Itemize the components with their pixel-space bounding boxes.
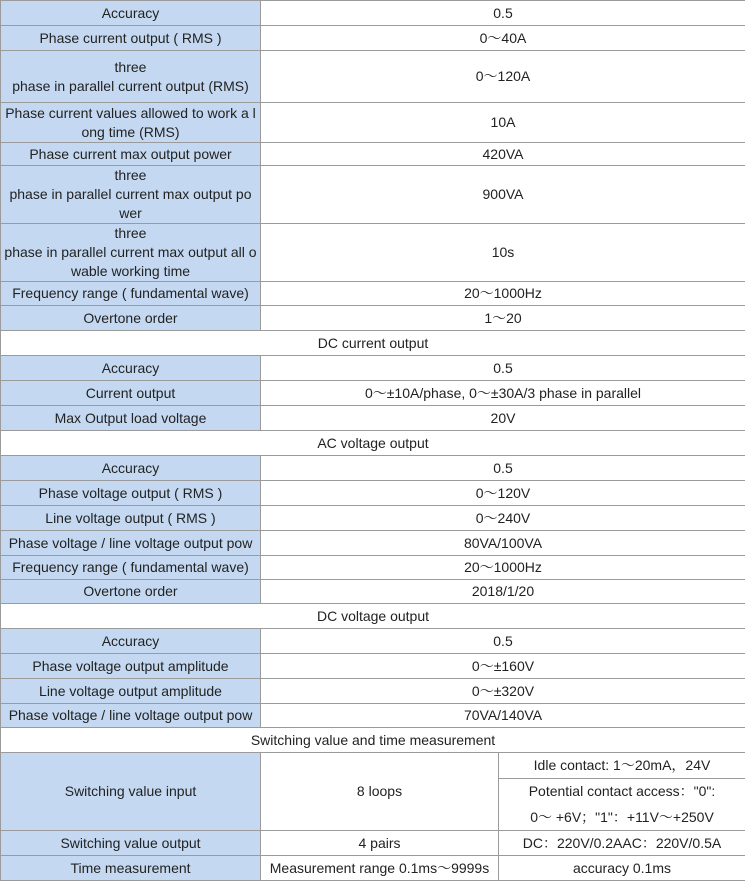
row-value: 20V	[261, 406, 745, 431]
switching-output-label: Switching value output	[1, 831, 261, 856]
section-header: AC voltage output	[1, 431, 745, 456]
row-label: Frequency range ( fundamental wave)	[1, 282, 261, 306]
row-value: 20～1000Hz	[261, 282, 745, 306]
section-header: Switching value and time measurement	[1, 728, 745, 753]
switching-output-spec: DC：220V/0.2AAC：220V/0.5A	[499, 831, 745, 856]
section-header: DC voltage output	[1, 604, 745, 629]
row-label: Accuracy	[1, 1, 261, 26]
row-label: Frequency range ( fundamental wave)	[1, 556, 261, 580]
row-value: 20～1000Hz	[261, 556, 745, 580]
row-value: 0～240V	[261, 506, 745, 531]
row-label: Phase current output ( RMS )	[1, 26, 261, 51]
row-label: Overtone order	[1, 580, 261, 604]
row-label: Line voltage output amplitude	[1, 679, 261, 704]
row-value: 0.5	[261, 1, 745, 26]
row-label: Line voltage output ( RMS )	[1, 506, 261, 531]
row-value: 0.5	[261, 356, 745, 381]
row-value: 900VA	[261, 166, 745, 224]
row-value: 1～20	[261, 306, 745, 331]
row-label: three phase in parallel current max output all owable working time	[1, 224, 261, 282]
row-value: 10A	[261, 103, 745, 143]
row-label: Phase voltage output amplitude	[1, 654, 261, 679]
row-value: 0～120A	[261, 51, 745, 103]
row-label: Max Output load voltage	[1, 406, 261, 431]
section-header: DC current output	[1, 331, 745, 356]
row-label: Accuracy	[1, 456, 261, 481]
row-label: Accuracy	[1, 356, 261, 381]
row-label: Phase current values allowed to work a long time (RMS)	[1, 103, 261, 143]
time-measurement-range: Measurement range 0.1ms～9999s	[261, 856, 499, 881]
row-label: Current output	[1, 381, 261, 406]
row-label: Phase voltage / line voltage output pow	[1, 531, 261, 556]
potential-contact-spec: Potential contact access："0":	[499, 779, 745, 805]
row-label: Phase voltage output ( RMS )	[1, 481, 261, 506]
potential-contact-levels: 0～ +6V；"1"：+11V～+250V	[499, 805, 745, 831]
row-label: three phase in parallel current max output po wer	[1, 166, 261, 224]
row-label: three phase in parallel current output (RMS)	[1, 51, 261, 103]
row-value: 0～120V	[261, 481, 745, 506]
switching-output-pairs: 4 pairs	[261, 831, 499, 856]
row-value: 80VA/100VA	[261, 531, 745, 556]
idle-contact-spec: Idle contact: 1～20mA，24V	[499, 753, 745, 779]
row-label: Phase voltage / line voltage output pow	[1, 704, 261, 728]
row-label: Phase current max output power	[1, 143, 261, 166]
row-value: 70VA/140VA	[261, 704, 745, 728]
row-value: 0～40A	[261, 26, 745, 51]
row-value: 0.5	[261, 456, 745, 481]
time-measurement-label: Time measurement	[1, 856, 261, 881]
switching-input-label: Switching value input	[1, 753, 261, 831]
row-value: 10s	[261, 224, 745, 282]
time-measurement-accuracy: accuracy 0.1ms	[499, 856, 745, 881]
row-value: 0～±10A/phase, 0～±30A/3 phase in parallel	[261, 381, 745, 406]
row-label: Accuracy	[1, 629, 261, 654]
row-label: Overtone order	[1, 306, 261, 331]
row-value: 0～±320V	[261, 679, 745, 704]
row-value: 2018/1/20	[261, 580, 745, 604]
row-value: 0.5	[261, 629, 745, 654]
row-value: 0～±160V	[261, 654, 745, 679]
row-value: 420VA	[261, 143, 745, 166]
switching-input-loops: 8 loops	[261, 753, 499, 831]
